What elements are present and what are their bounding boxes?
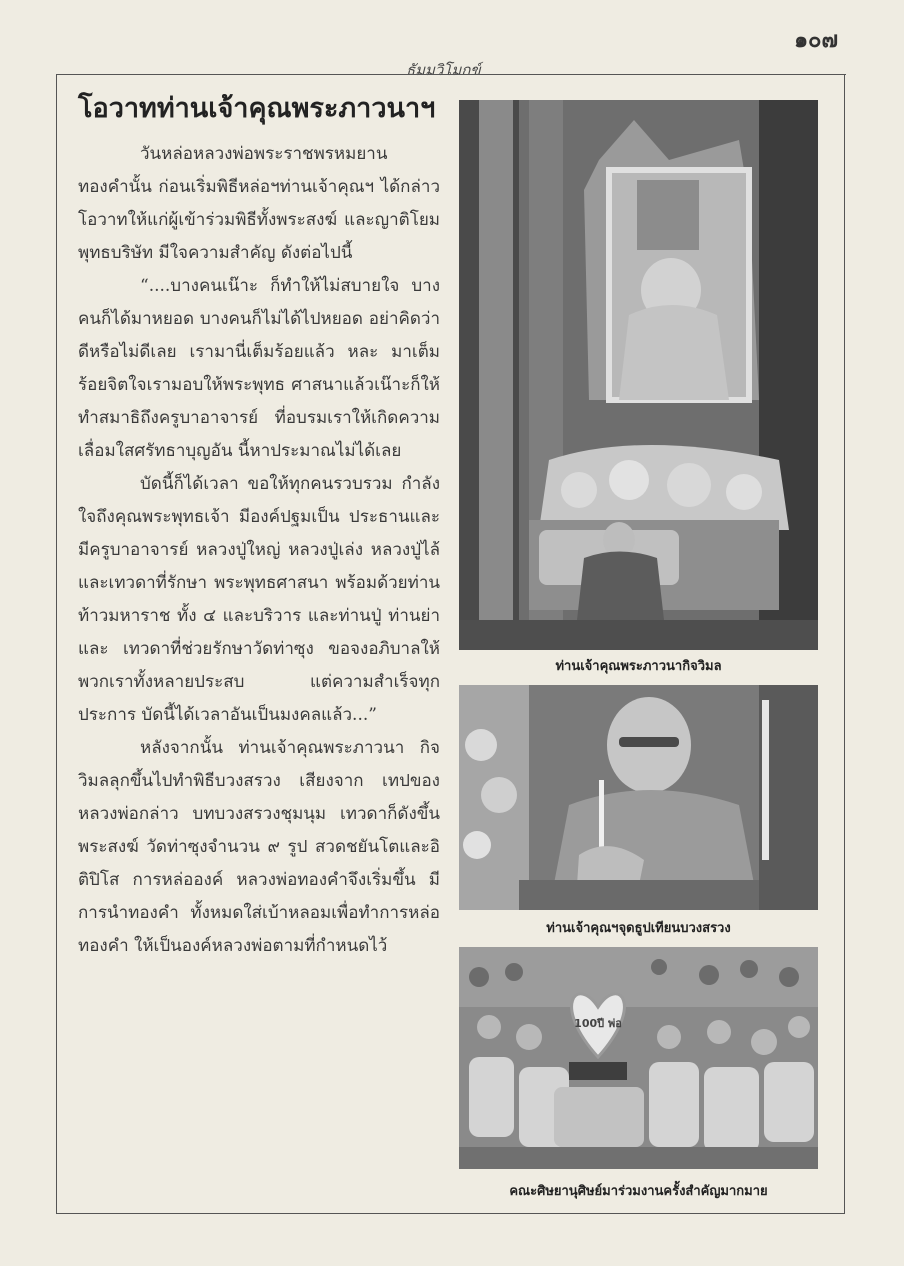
photo-monk-with-portrait bbox=[459, 100, 818, 650]
photo-monk-with-portrait-image bbox=[459, 100, 818, 650]
magazine-header: ธัมมวิโมกข์ bbox=[400, 58, 487, 82]
paragraph: วันหล่อหลวงพ่อพระราชพรหมยาน ทองคำนั้น ก่อนเริ่มพิธีหล่อฯท่านเจ้าคุณฯ ได้กล่าวโอวาทให้แก่ผู้เข้าร่วมพิธีทั้งพระสงฆ์ และญาติโยมพุทธบริษัท มีใจความสำคัญ ดังต่อไปนี้ bbox=[78, 144, 440, 263]
article-body bbox=[78, 138, 440, 963]
photo-monk-lighting-candles-image bbox=[459, 685, 818, 910]
photo-crowd-of-disciples-image bbox=[459, 947, 818, 1169]
heart-sign-text: 100ปี พ่อ bbox=[574, 1017, 622, 1030]
paragraph: หลังจากนั้น ท่านเจ้าคุณพระภาวนา กิจวิมลลุกขึ้นไปทำพิธีบวงสรวง เสียงจาก เทปของหลวงพ่อกล่าว บทบวงสรวงชุมนุม เทวดาก็ดังขึ้น พระสงฆ์ วัดท่าซุงจำนวน ๙ รูป สวดชยันโตและอิติปิโส การหล่อองค์ หลวงพ่อทองคำจึงเริ่มขึ้น มีการนำทองคำ ทั้งหมดใส่เบ้าหลอมเพื่อทำการหล่อทองคำ ให้เป็นองค์หลวงพ่อตามที่กำหนดไว้ bbox=[78, 738, 440, 956]
page-number: ๑๐๗ bbox=[794, 27, 838, 53]
paragraph: “....บางคนเน๊าะ ก็ทำให้ไม่สบายใจ บางคนก็ได้มาหยอด บางคนก็ไม่ได้ไปหยอด อย่าคิดว่าดีหรือไม่ดีเลย เรามานี่เต็มร้อยแล้ว หละ มาเต็มร้อยจิตใจเรามอบให้พระพุทธ ศาสนาแล้วเน๊าะก็ให้ทำสมาธิถึงครูบาอาจารย์ ที่อบรมเราให้เกิดความเลื่อมใสศรัทธาบุญอัน นี้หาประมาณไม่ได้เลย bbox=[78, 276, 440, 461]
photo-caption: ท่านเจ้าคุณพระภาวนากิจวิมล bbox=[555, 659, 722, 674]
photo-monk-lighting-candles bbox=[459, 685, 818, 910]
photo-crowd-of-disciples bbox=[459, 947, 818, 1169]
paragraph: บัดนี้ก็ได้เวลา ขอให้ทุกคนรวบรวม กำลังใจถึงคุณพระพุทธเจ้า มีองค์ปฐมเป็น ประธานและมีครูบาอาจารย์ หลวงปู่ใหญ่ หลวงปู่เล่ง หลวงปู่ไล้ และเทวดาที่รักษา พระพุทธศาสนา พร้อมด้วยท่านท้าวมหาราช ทั้ง ๔ และบริวาร และท่านปู่ ท่านย่าและ เทวดาที่ช่วยรักษาวัดท่าซุง ขอจงอภิบาลให้ พวกเราทั้งหลายประสบ แต่ความสำเร็จทุก ประการ บัดนี้ได้เวลาอันเป็นมงคลแล้ว...” bbox=[78, 474, 440, 725]
article-title: โอวาทท่านเจ้าคุณพระภาวนาฯ bbox=[78, 93, 436, 124]
photo-caption: คณะศิษยานุศิษย์มาร่วมงานครั้งสำคัญมากมาย bbox=[509, 1184, 768, 1199]
photo-caption: ท่านเจ้าคุณฯจุดธูปเทียนบวงสรวง bbox=[546, 921, 731, 936]
